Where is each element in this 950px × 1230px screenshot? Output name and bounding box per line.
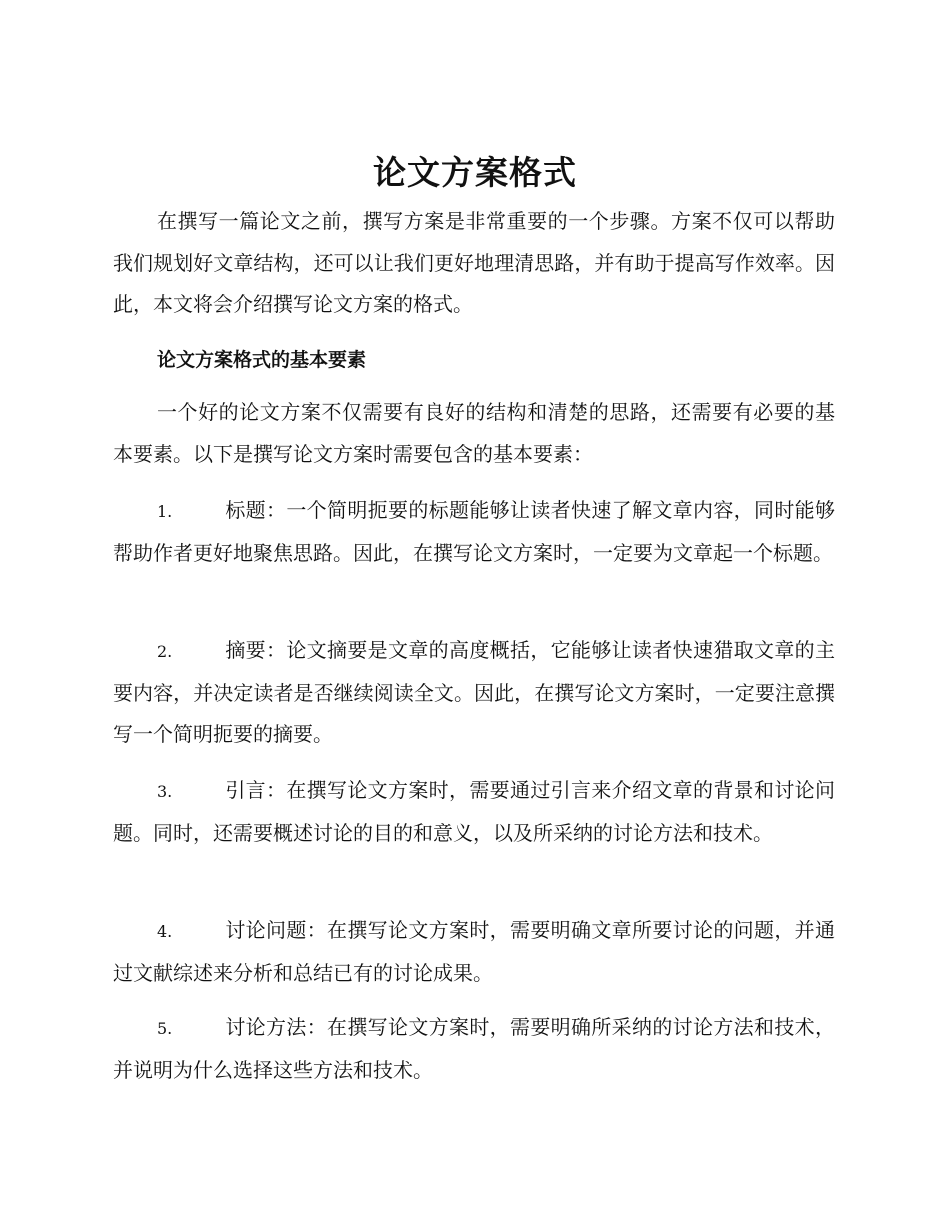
list-item-text: 讨论问题：在撰写论文方案时，需要明确文章所要讨论的问题，并通过文献综述来分析和总结已有的讨论成果。 — [113, 918, 835, 985]
list-item-number: 4. — [157, 922, 173, 941]
list-item — [113, 630, 835, 756]
section-heading: 论文方案格式的基本要素 — [157, 349, 367, 371]
list-item — [113, 1007, 835, 1091]
list-item-text: 标题：一个简明扼要的标题能够让读者快速了解文章内容，同时能够帮助作者更好地聚焦思路。因此，在撰写论文方案时，一定要为文章起一个标题。 — [113, 498, 835, 565]
list-item-text: 摘要：论文摘要是文章的高度概括，它能够让读者快速猎取文章的主要内容，并决定读者是否继续阅读全文。因此，在撰写论文方案时，一定要注意撰写一个简明扼要的摘要。 — [113, 638, 835, 746]
list-item — [113, 910, 835, 994]
section-intro-paragraph: 一个好的论文方案不仅需要有良好的结构和清楚的思路，还需要有必要的基本要素。以下是撰写论文方案时需要包含的基本要素： — [113, 400, 835, 466]
list-item-number: 2. — [157, 642, 173, 661]
document-title: 论文方案格式 — [373, 153, 577, 192]
list-item-text: 引言：在撰写论文方案时，需要通过引言来介绍文章的背景和讨论问题。同时，还需要概述讨论的目的和意义，以及所采纳的讨论方法和技术。 — [113, 778, 835, 845]
intro-paragraph: 在撰写一篇论文之前，撰写方案是非常重要的一个步骤。方案不仅可以帮助我们规划好文章结构，还可以让我们更好地理清思路，并有助于提高写作效率。因此，本文将会介绍撰写论文方案的格式。 — [113, 209, 835, 316]
list-item-text: 讨论方法：在撰写论文方案时，需要明确所采纳的讨论方法和技术，并说明为什么选择这些方法和技术。 — [113, 1015, 835, 1082]
list-item-number: 1. — [157, 502, 173, 521]
list-item-number: 3. — [157, 782, 173, 801]
list-item-number: 5. — [157, 1019, 173, 1038]
list-item — [113, 770, 835, 854]
list-item — [113, 490, 835, 574]
